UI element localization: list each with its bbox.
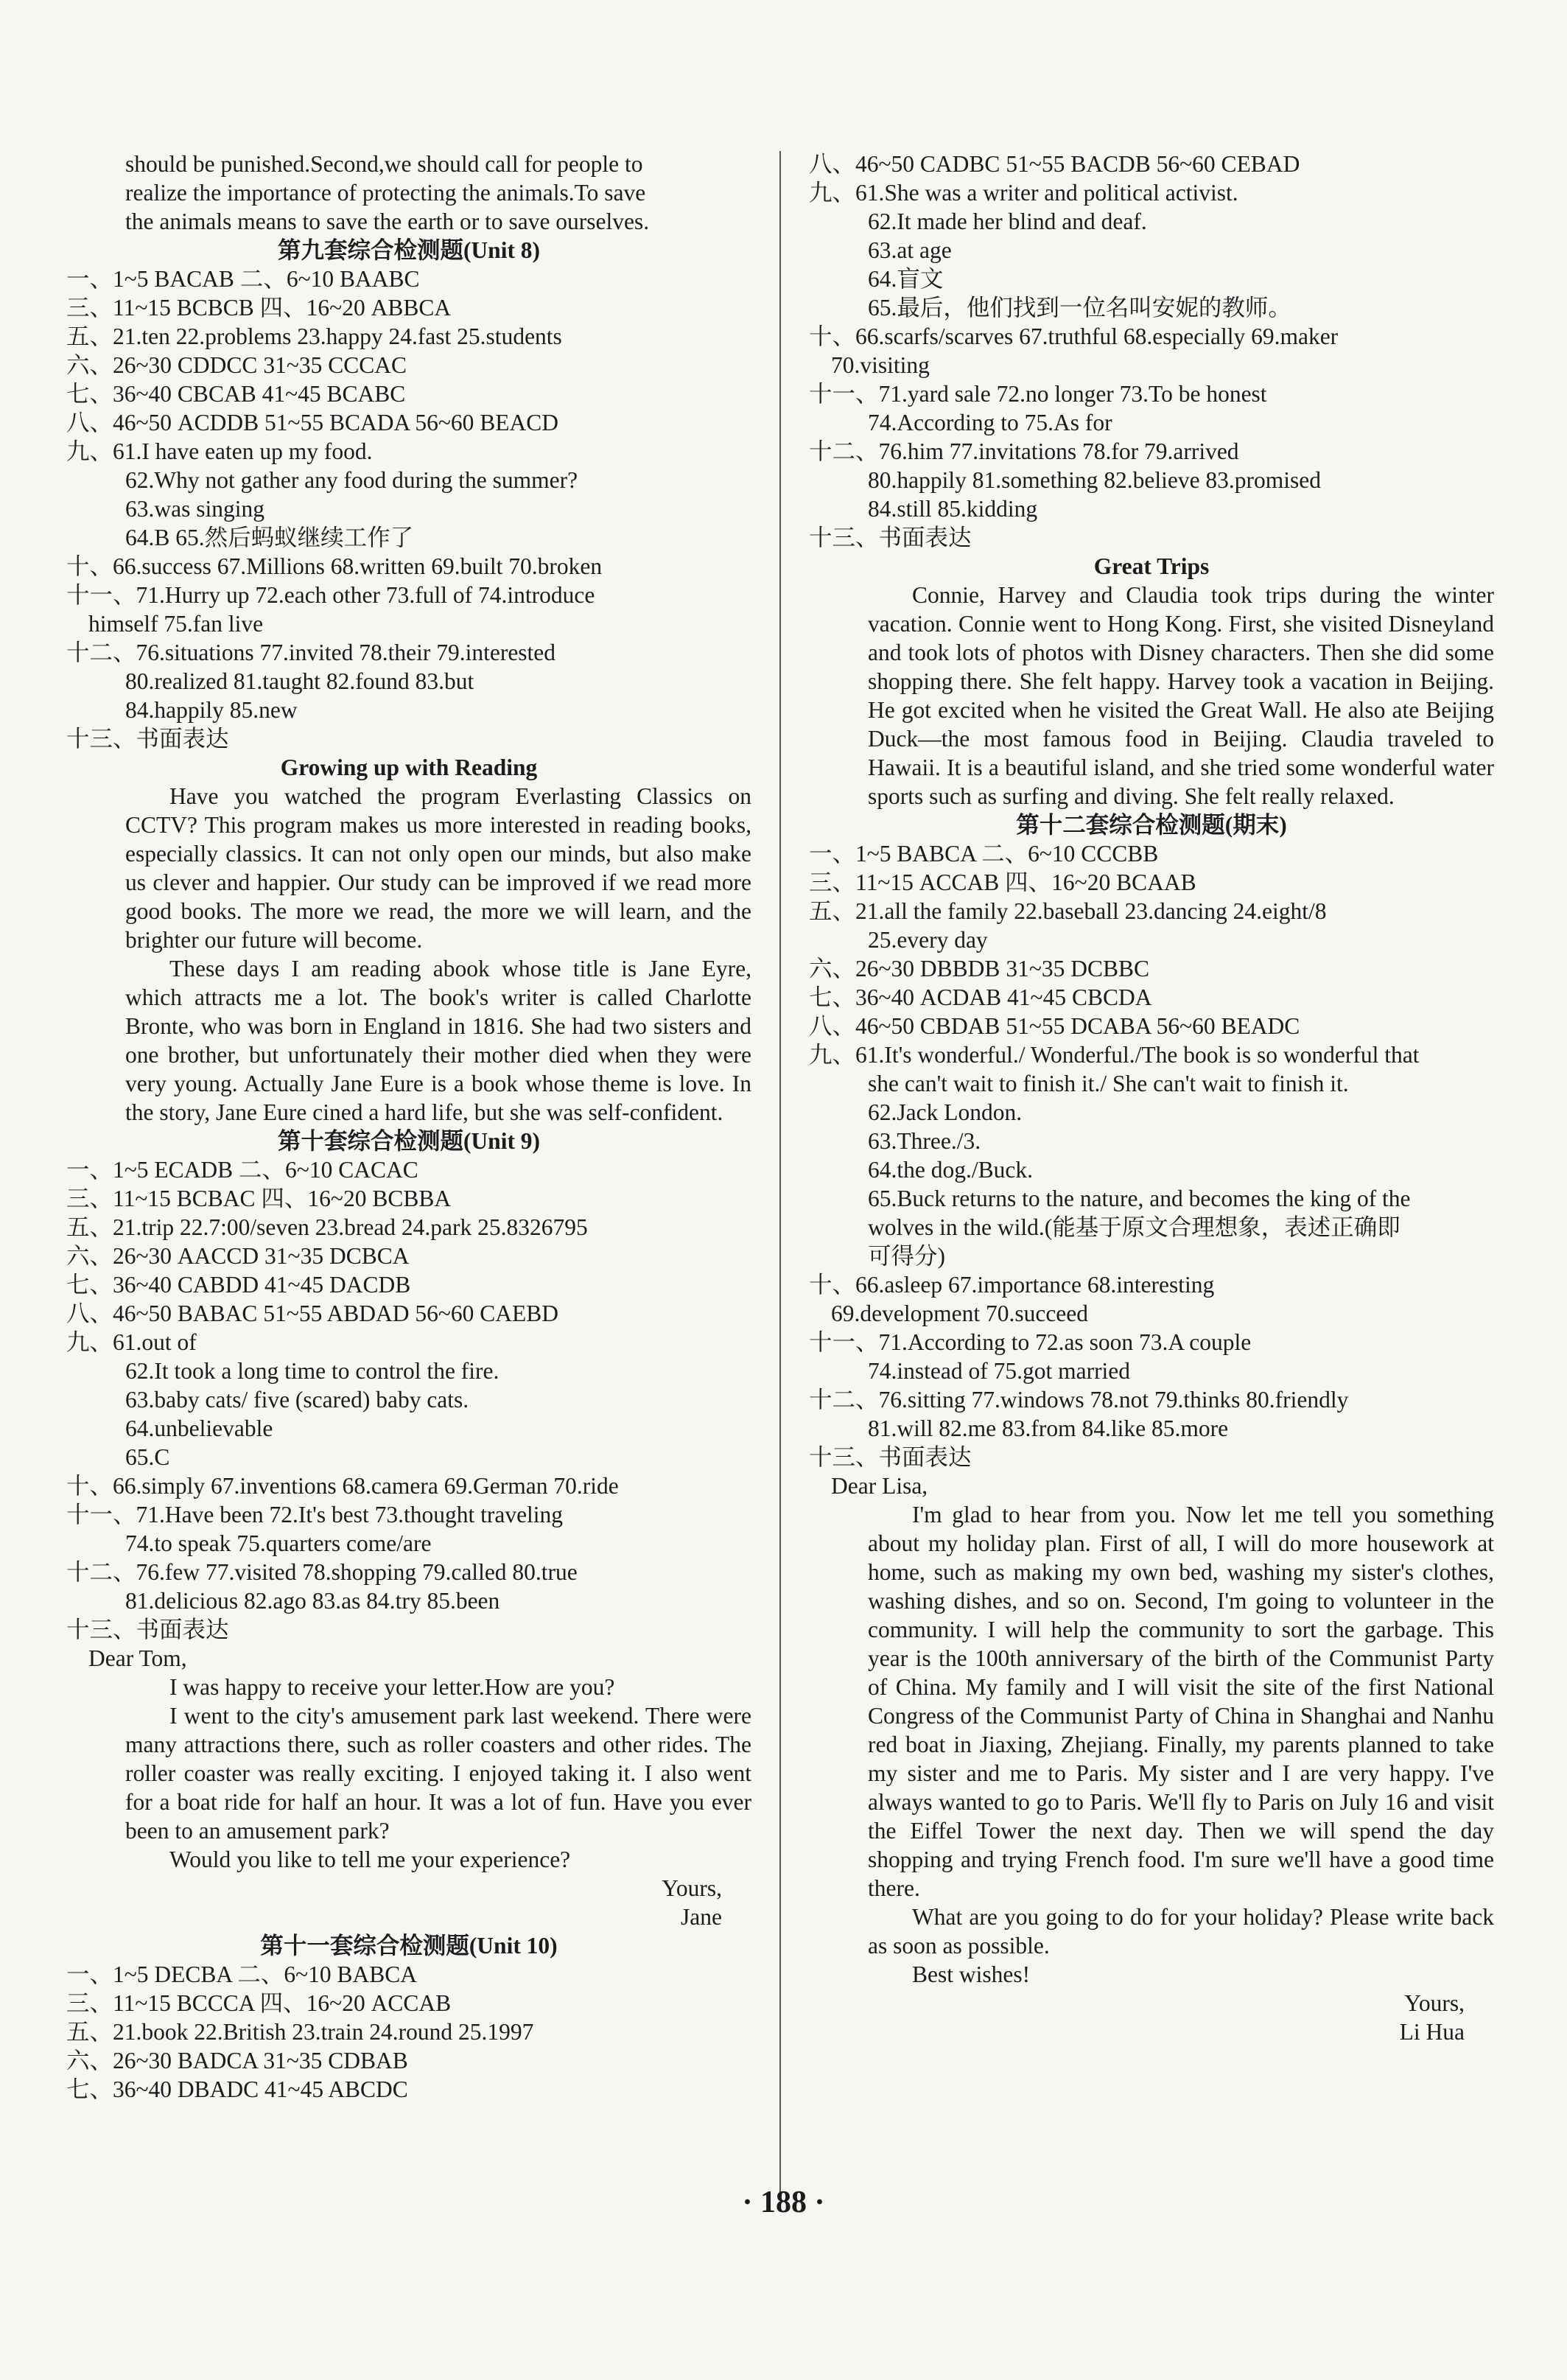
answer-line: 65.C (125, 1444, 170, 1470)
answer-line: 84.still 85.kidding (868, 496, 1038, 522)
answer-line: 十、66.simply 67.inventions 68.camera 69.German 70.ride (66, 1473, 619, 1499)
answer-line: 十、66.scarfs/scarves 67.truthful 68.especially 69.maker (809, 323, 1339, 349)
answer-line: 六、26~30 DBBDB 31~35 DCBBC (809, 956, 1150, 981)
answer-line: 十一、71.According to 72.as soon 73.A couple (809, 1329, 1252, 1355)
answer-line: 十三、书面表达 (809, 525, 972, 550)
answer-line: 63.baby cats/ five (scared) baby cats. (125, 1387, 469, 1413)
answer-line: 六、26~30 AACCD 31~35 DCBCA (66, 1243, 410, 1269)
answer-line: 六、26~30 BADCA 31~35 CDBAB (66, 2048, 408, 2073)
answer-line: 五、21.ten 22.problems 23.happy 24.fast 25.students (66, 323, 562, 349)
essay-paragraph: Have you watched the program Everlasting Classics on CCTV? This program makes us more interested in reading books, especially classics. It can not only open our minds, but also make us clever and happier. Our study can be improved if we read more good books. The more we read, the more we will learn, and the brighter our future will become. (125, 783, 751, 953)
essay-paragraph: I went to the city's amusement park last weekend. There were many attractions there, such as roller coasters and other rides. The roller coaster was really exciting. I enjoyed taking it. I also went for a boat ride for half an hour. It was a lot of fun. Have you ever been to an amusement park? (125, 1703, 751, 1844)
answer-line: 63.was singing (125, 496, 264, 522)
answer-line: 81.delicious 82.ago 83.as 84.try 85.been (125, 1588, 500, 1614)
answer-line: 十三、书面表达 (809, 1444, 972, 1470)
section-heading: 第十套综合检测题(Unit 9) (277, 1128, 541, 1154)
answer-line: 81.will 82.me 83.from 84.like 85.more (868, 1415, 1229, 1441)
answer-line: 十一、71.Hurry up 72.each other 73.full of 74.introduce (66, 582, 595, 608)
answer-line: 七、36~40 CABDD 41~45 DACDB (66, 1272, 411, 1298)
essay-paragraph: These days I am reading abook whose title is Jane Eyre, which attracts me a lot. The book's writer is called Charlotte Bronte, who was born in England in 1816. She had two sisters and one brother, but unfortunately their mother died when they were very young. Actually Jane Eure is a book whose theme is love. In the story, Jane Eure cined a hard life, but she was self-confident. (125, 956, 751, 1125)
page-number: · 188 · (742, 2185, 825, 2219)
answer-line: 十二、76.sitting 77.windows 78.not 79.thinks 80.friendly (809, 1387, 1349, 1413)
answer-line: 十二、76.situations 77.invited 78.their 79.interested (66, 640, 556, 665)
answer-line: 十一、71.yard sale 72.no longer 73.To be honest (809, 381, 1267, 407)
answer-line: 80.happily 81.something 82.believe 83.promised (868, 467, 1322, 493)
answer-line: 65.Buck returns to the nature, and becomes the king of the (868, 1186, 1411, 1211)
essay-title: Growing up with Reading (280, 755, 538, 780)
essay-paragraph: I was happy to receive your letter.How are you? (169, 1674, 615, 1700)
answer-line: 65.最后，他们找到一位名叫安妮的教师。 (868, 295, 1291, 321)
essay-paragraph: Would you like to tell me your experience? (169, 1847, 571, 1872)
answer-line: 十、66.success 67.Millions 68.written 69.built 70.broken (66, 553, 603, 579)
answer-line: Dear Tom, (88, 1645, 187, 1671)
section-heading: 第十二套综合检测题(期末) (1016, 812, 1287, 838)
answer-line: she can't wait to finish it./ She can't wait to finish it. (868, 1071, 1349, 1096)
answer-line: Yours, (1404, 1990, 1465, 2016)
essay-paragraph: I'm glad to hear from you. Now let me tell you something about my holiday plan. First of all, I will do more housework at home, such as making my own bed, washing my sister's clothes, washing dishes, and so on. Second, I'm going to volunteer in the community. I will help the community to sort the garbage. This year is the 100th anniversary of the birth of the Communist Party of China. My family and I will visit the site of the first National Congress of the Communist Party of China in Shanghai and Nanhu red boat in Jiaxing, Zhejiang. Finally, my parents planned to take my sister and me to Paris. My sister and I are very happy. I've always wanted to go to Paris. We'll fly to Paris on July 16 and visit the Eiffel Tower the next day. Then we will spend the day shopping and trying French food. I'm sure we'll have a good time there. (868, 1502, 1494, 1901)
answer-line: 五、21.book 22.British 23.train 24.round 25.1997 (66, 2019, 534, 2045)
answer-line: 三、11~15 ACCAB 四、16~20 BCAAB (809, 869, 1196, 895)
answer-line: 62.Jack London. (868, 1099, 1023, 1125)
answer-line: 80.realized 81.taught 82.found 83.but (125, 668, 474, 694)
answer-line: 五、21.trip 22.7:00/seven 23.bread 24.park 25.8326795 (66, 1214, 588, 1240)
answer-line: 74.to speak 75.quarters come/are (125, 1530, 432, 1556)
left-column (66, 150, 751, 2104)
answer-line: 九、61.out of (66, 1329, 197, 1355)
answer-line: Jane (681, 1904, 722, 1930)
answer-line: 十一、71.Have been 72.It's best 73.thought traveling (66, 1502, 564, 1527)
answer-line: 五、21.all the family 22.baseball 23.dancing 24.eight/8 (809, 898, 1327, 924)
answer-line: 八、46~50 BABAC 51~55 ABDAD 56~60 CAEBD (66, 1301, 559, 1326)
column-divider (779, 151, 781, 2192)
answer-line: wolves in the wild.(能基于原文合理想象，表述正确即 (868, 1214, 1401, 1240)
answer-line: 62.Why not gather any food during the summer? (125, 467, 578, 493)
answer-line: 七、36~40 DBADC 41~45 ABCDC (66, 2076, 408, 2102)
answer-line: 25.every day (868, 927, 988, 953)
answer-line: 63.at age (868, 237, 952, 263)
answer-line: realize the importance of protecting the animals.To save (125, 180, 646, 206)
answer-line: Dear Lisa, (831, 1473, 928, 1499)
essay-title: Great Trips (1093, 553, 1210, 579)
answer-line: 八、46~50 CADBC 51~55 BACDB 56~60 CEBAD (809, 151, 1300, 177)
answer-line: 62.It took a long time to control the fire. (125, 1358, 499, 1384)
answer-line: 74.According to 75.As for (868, 410, 1112, 435)
answer-line: 64.the dog./Buck. (868, 1157, 1033, 1183)
essay-paragraph: Connie, Harvey and Claudia took trips during the winter vacation. Connie went to Hong Kong. First, she visited Disneyland and took lots of photos with Disney characters. Then she did some shopping there. She felt happy. Harvey took a vacation in Beijing. He got excited when he visited the Great Wall. He also ate Beijing Duck—the most famous food in Beijing. Claudia traveled to Hawaii. It is a beautiful island, and she tried some wonderful water sports such as surfing and diving. She felt really relaxed. (868, 582, 1494, 809)
section-heading: 第十一套综合检测题(Unit 10) (260, 1933, 558, 1959)
answer-line: 63.Three./3. (868, 1128, 981, 1154)
answer-line: 64.unbelievable (125, 1415, 273, 1441)
answer-line: 一、1~5 ECADB 二、6~10 CACAC (66, 1157, 418, 1183)
answer-line: 七、36~40 ACDAB 41~45 CBCDA (809, 984, 1152, 1010)
answer-line: the animals means to save the earth or to save ourselves. (125, 209, 650, 234)
answer-line: 一、1~5 DECBA 二、6~10 BABCA (66, 1961, 418, 1987)
answer-line: 64.B 65.然后蚂蚁继续工作了 (125, 525, 414, 550)
answer-line: 十、66.asleep 67.importance 68.interesting (809, 1272, 1215, 1298)
answer-line: 70.visiting (831, 352, 930, 378)
answer-line: 十二、76.him 77.invitations 78.for 79.arrived (809, 438, 1239, 464)
essay-paragraph: What are you going to do for your holiday? Please write back as soon as possible. (868, 1904, 1494, 1959)
answer-line: 62.It made her blind and deaf. (868, 209, 1147, 234)
answer-line: 三、11~15 BCBAC 四、16~20 BCBBA (66, 1186, 452, 1211)
answer-line: 十三、书面表达 (66, 726, 229, 752)
answer-line: 十三、书面表达 (66, 1617, 229, 1642)
answer-line: 三、11~15 BCBCB 四、16~20 ABBCA (66, 295, 452, 321)
answer-line: 十二、76.few 77.visited 78.shopping 79.called 80.true (66, 1559, 578, 1585)
answer-line: 六、26~30 CDDCC 31~35 CCCAC (66, 352, 407, 378)
answer-line: 八、46~50 ACDDB 51~55 BCADA 56~60 BEACD (66, 410, 559, 435)
right-column (809, 150, 1494, 2046)
answer-line: 一、1~5 BABCA 二、6~10 CCCBB (809, 841, 1159, 867)
section-heading: 第九套综合检测题(Unit 8) (277, 237, 541, 263)
answer-line: Li Hua (1399, 2019, 1465, 2045)
answer-line: Yours, (662, 1875, 722, 1901)
answer-line: 64.盲文 (868, 266, 944, 292)
answer-line: himself 75.fan live (88, 611, 264, 637)
answer-line: 一、1~5 BACAB 二、6~10 BAABC (66, 266, 420, 292)
answer-line: 69.development 70.succeed (831, 1301, 1089, 1326)
answer-line: should be punished.Second,we should call for people to (125, 151, 643, 177)
essay-paragraph: Best wishes! (912, 1961, 1031, 1987)
answer-line: 三、11~15 BCCCA 四、16~20 ACCAB (66, 1990, 452, 2016)
answer-line: 八、46~50 CBDAB 51~55 DCABA 56~60 BEADC (809, 1013, 1300, 1039)
answer-line: 74.instead of 75.got married (868, 1358, 1131, 1384)
answer-line: 七、36~40 CBCAB 41~45 BCABC (66, 381, 406, 407)
answer-line: 84.happily 85.new (125, 697, 298, 723)
answer-line: 九、61.I have eaten up my food. (66, 438, 373, 464)
answer-line: 九、61.It's wonderful./ Wonderful./The book is so wonderful that (809, 1042, 1420, 1068)
answer-line: 可得分) (868, 1243, 945, 1269)
answer-line: 九、61.She was a writer and political activist. (809, 180, 1238, 206)
